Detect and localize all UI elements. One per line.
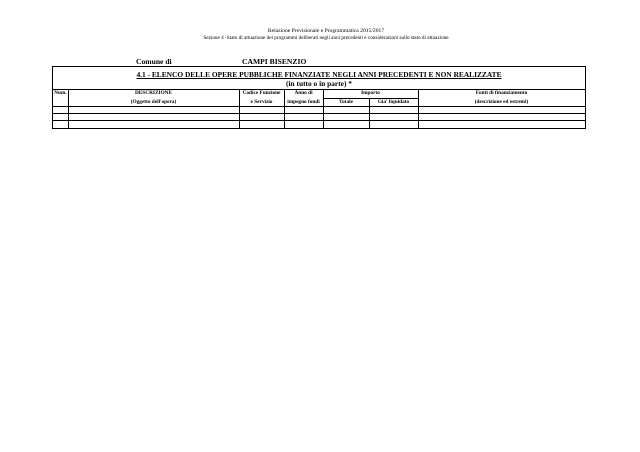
col-header-codice: Codice Funzione bbox=[242, 90, 281, 96]
col-header-anno-sub: impegno fondi bbox=[287, 99, 320, 105]
col-header-importo: Importo bbox=[361, 90, 380, 96]
col-header-fonti: Fonti di finanziamento bbox=[475, 90, 528, 96]
col-header-totale: Totale bbox=[339, 99, 353, 105]
col-header-liquidato: Gia' liquidato bbox=[377, 99, 410, 105]
col-header-fonti-sub: (descrizione ed estremi) bbox=[474, 99, 529, 105]
col-header-codice-sub: e Servizio bbox=[250, 99, 273, 105]
col-header-anno: Anno di bbox=[294, 90, 313, 96]
header-bottom-rule bbox=[53, 106, 585, 107]
section-title: Sezione 4 -Stato di attuazione dei programmi deliberati negli anni precedenti e considerazioni sullo stato di attuazione bbox=[203, 35, 449, 41]
row-rule bbox=[53, 113, 585, 114]
report-title: Relazione Previsionale e Programmatica 2015/2017 bbox=[267, 28, 385, 34]
col-header-descrizione-sub: (Oggetto dell'opera) bbox=[130, 99, 177, 105]
comune-label: Comune di bbox=[136, 57, 172, 66]
table-title: 4.1 - ELENCO DELLE OPERE PUBBLICHE FINANZIATE NEGLI ANNI PRECEDENTI E NON REALIZZATE bbox=[136, 70, 502, 79]
col-header-descrizione: DESCRIZIONE bbox=[134, 90, 173, 96]
comune-value: CAMPI BISENZIO bbox=[242, 57, 307, 66]
table-subtitle: (in tutto o in parte) * bbox=[286, 79, 352, 88]
opere-table bbox=[52, 66, 586, 129]
row-rule bbox=[53, 120, 585, 121]
col-header-num: Num. bbox=[54, 90, 67, 96]
